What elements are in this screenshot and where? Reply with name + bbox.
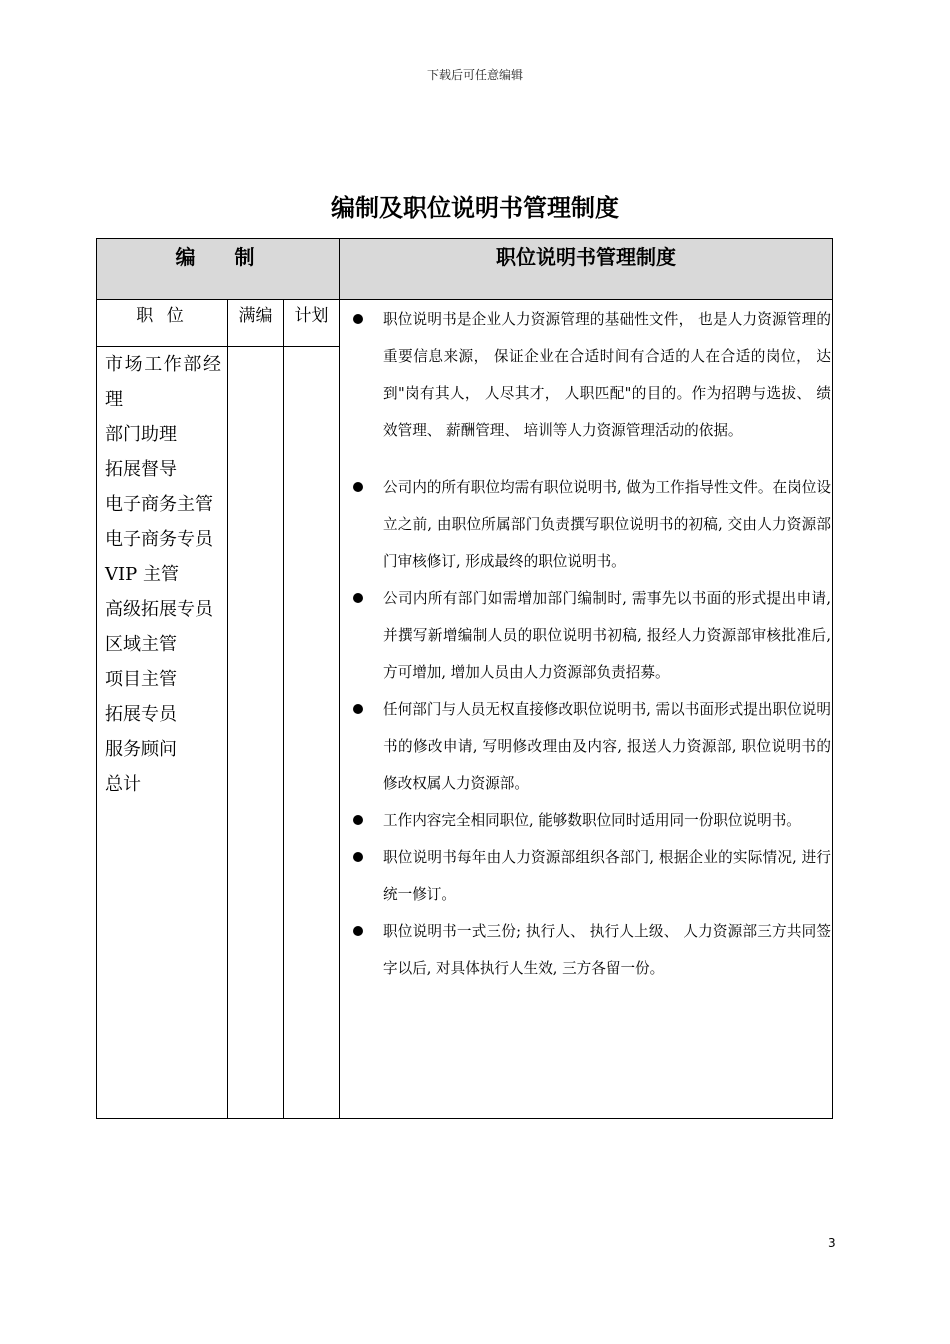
bullet-text: 公司内所有部门如需增加部门编制时, 需事先以书面的形式提出申请, 并撰写新增编制人员的职位说明书初稿, 报经人力资源部审核批准后, 方可增加, 增加人员由人力资源部负责招募。 bbox=[383, 590, 831, 681]
column-divider bbox=[227, 300, 228, 1118]
full-staff-column-header: 满编 bbox=[238, 306, 273, 326]
position-item: 总计 bbox=[105, 774, 141, 795]
bullet-dot-icon bbox=[353, 314, 363, 324]
bullet-dot-icon bbox=[353, 815, 363, 825]
document-title: 编制及职位说明书管理制度 bbox=[331, 194, 619, 222]
position-item: 项目主管 bbox=[105, 669, 177, 690]
position-column-header: 职 位 bbox=[136, 306, 188, 326]
policy-bullet bbox=[345, 469, 831, 580]
bullet-text: 任何部门与人员无权直接修改职位说明书, 需以书面形式提出职位说明书的修改申请, 写明修改理由及内容, 报送人力资源部, 职位说明书的修改权属人力资源部。 bbox=[383, 701, 831, 792]
bullet-dot-icon bbox=[353, 593, 363, 603]
column-divider bbox=[339, 300, 340, 1118]
position-item: 服务顾问 bbox=[105, 739, 177, 760]
position-list bbox=[105, 347, 221, 802]
bullet-dot-icon bbox=[353, 704, 363, 714]
policy-bullet bbox=[345, 913, 831, 987]
page-number: 3 bbox=[828, 1236, 836, 1250]
position-item: 高级拓展专员 bbox=[105, 599, 213, 620]
header-note: 下载后可任意编辑 bbox=[426, 68, 523, 82]
policy-bullet bbox=[345, 301, 831, 449]
position-item: 电子商务主管 bbox=[105, 494, 213, 515]
position-item: VIP 主管 bbox=[105, 564, 179, 585]
policy-bullet bbox=[345, 691, 831, 802]
bullet-text: 工作内容完全相同职位, 能够数职位同时适用同一份职位说明书。 bbox=[383, 812, 801, 829]
column-divider bbox=[283, 300, 284, 1118]
position-item: 拓展督导 bbox=[105, 459, 177, 480]
position-item: 电子商务专员 bbox=[105, 529, 213, 550]
bullet-text: 职位说明书一式三份; 执行人、 执行人上级、 人力资源部三方共同签字以后, 对具体执行人生效, 三方各留一份。 bbox=[383, 923, 831, 977]
position-item: 拓展专员 bbox=[105, 704, 177, 725]
plan-column-header: 计划 bbox=[294, 306, 329, 326]
bullet-dot-icon bbox=[353, 482, 363, 492]
policy-bullet bbox=[345, 839, 831, 913]
policy-bullet bbox=[345, 802, 831, 839]
policy-bullet-list bbox=[345, 301, 831, 987]
bullet-dot-icon bbox=[353, 926, 363, 936]
table-header-right bbox=[340, 239, 832, 300]
position-item: 区域主管 bbox=[105, 634, 177, 655]
right-header-text: 职位说明书管理制度 bbox=[496, 245, 676, 269]
bullet-text: 职位说明书每年由人力资源部组织各部门, 根据企业的实际情况, 进行统一修订。 bbox=[383, 849, 831, 903]
policy-bullet bbox=[345, 580, 831, 691]
policy-table bbox=[96, 238, 833, 1119]
bullet-text: 职位说明书是企业人力资源管理的基础性文件， 也是人力资源管理的重要信息来源， 保证企业在合适时间有合适的人在合适的岗位， 达到"岗有其人， 人尽其才， 人职匹配"的目的。作为招聘与选拔、 绩效管理、 薪酬管理、 培训等人力资源管理活动的依据。 bbox=[383, 311, 831, 439]
bullet-text: 公司内的所有职位均需有职位说明书, 做为工作指导性文件。在岗位设立之前, 由职位所属部门负责撰写职位说明书的初稿, 交由人力资源部门审核修订, 形成最终的职位说明书。 bbox=[383, 479, 831, 570]
table-header-left bbox=[97, 239, 340, 300]
position-item: 部门助理 bbox=[105, 424, 177, 445]
left-header-text: 编 制 bbox=[175, 245, 271, 269]
bullet-dot-icon bbox=[353, 852, 363, 862]
position-item: 市场工作部经理 bbox=[105, 354, 221, 410]
